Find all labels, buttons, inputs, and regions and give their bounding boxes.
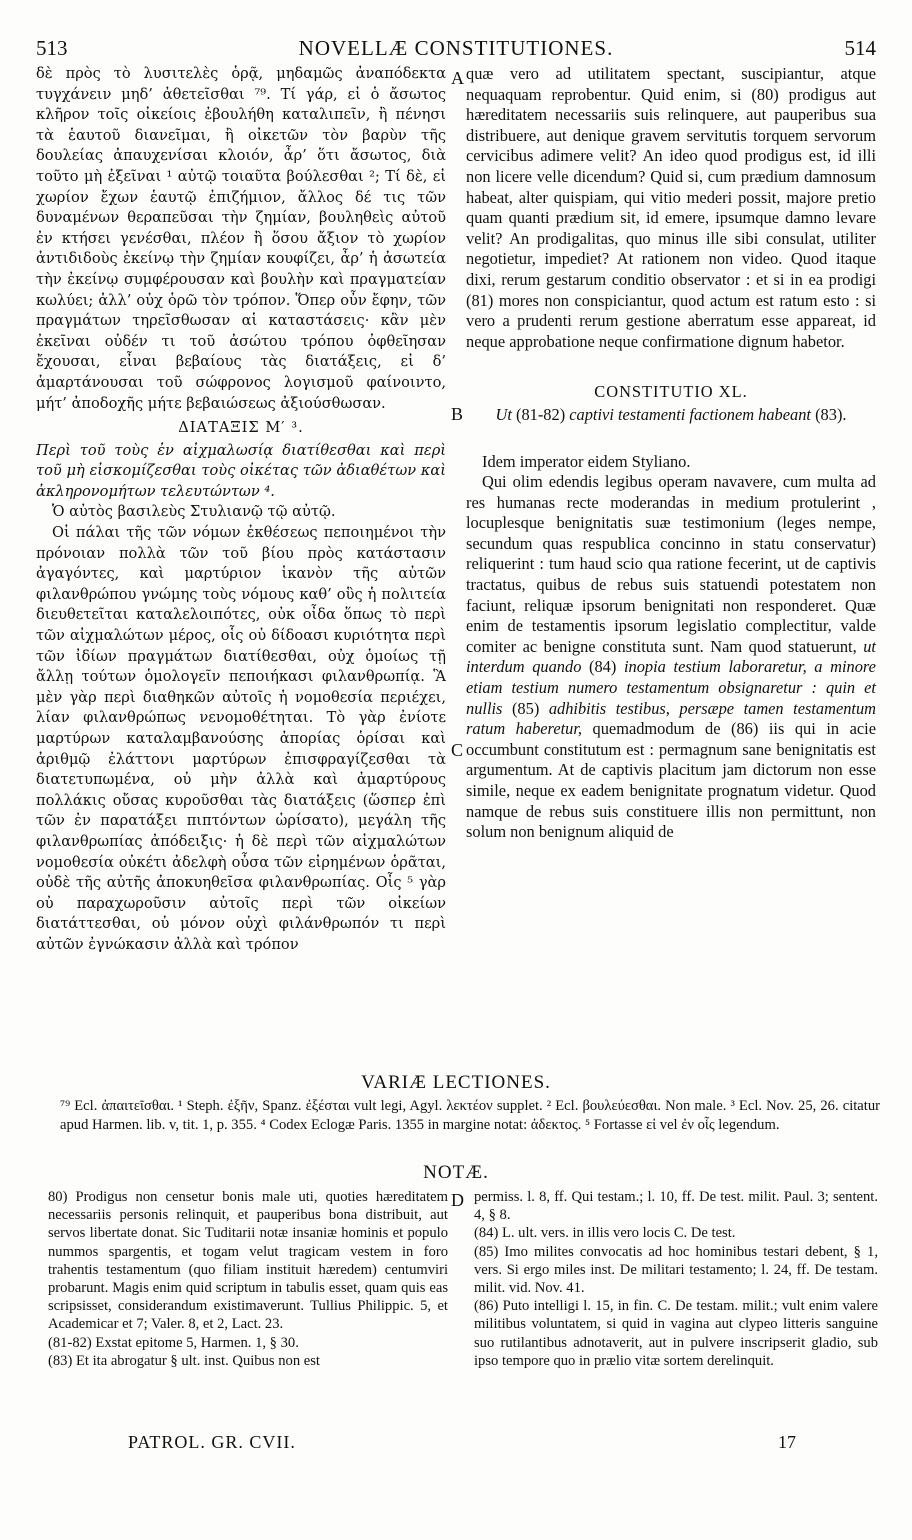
latin-column bbox=[466, 64, 876, 843]
latin-paragraph bbox=[466, 472, 876, 843]
note-entry: (86) Puto intelligi l. 15, in fin. C. De testam. milit.; vult enim valere militibus voluntatem, si quid in vagina aut clypeo litteris sanguine suo rutilantibus adnotaverit, aut in pulvere inscripserit gladio, sub ipso tempore quo in prælio vitæ sortem derelinquit. bbox=[474, 1298, 878, 1369]
latin-text: Qui olim edendis legibus operam navavere, cum multa ad res humanas recte moderandas in medium protulerint , locuplesque benignitatis suæ testimonium (leges nempe, secundum quas respublica concinno in statu conservatur) reliquerint : tum haud scio qua ratione fecerint, ut de captivis tractatus, quibus de rebus suis statuendi potestatem non faciunt, reliquæ ipsorum benignitati non responderet. Quæ enim de testamentis ipsorum legislatio complectitur, valde comiter ac benigne constituta sunt. Nam quod statuerunt, bbox=[466, 472, 876, 656]
subtitle-text: captivi testamenti factionem habeant bbox=[569, 404, 811, 424]
notes-right-column bbox=[474, 1188, 878, 1370]
latin-italic: adhibitis testibus, persæpe tamen testamentum ratum haberetur, bbox=[466, 698, 876, 739]
margin-letter-a: A bbox=[451, 68, 464, 88]
note-entry: (84) L. ult. vers. in illis vero locis C. De test. bbox=[474, 1225, 736, 1242]
latin-italic: inopia testium laboraretur, a minore etiam testium numero testamentum obsignaretur : quin et nullis bbox=[466, 657, 876, 718]
greek-paragraph: Οἱ πάλαι τῆς τῶν νόμων ἐκθέσεως πεποιημένοι τὴν πρόνοιαν πολλὰ τῶν τοῦ βίου πρὸς κατάστασιν ἀγαγόντες, καὶ μαρτύριον ἱκανὸν τῆς αὐτῶν φιλανθρώπου γνώμης τοὺς νόμους καθ’ οὓς ἡ πολιτεία διευθετεῖται καταλελοιπότες, οὐκ οἶδα ὅπως τὸ περὶ τῶν αἰχμαλώτων μέρος, οἷς οὐ δίδοασι κυριότητα περὶ τῶν ἰδίων πραγμάτων διατίθεσθαι, οὐχ ὁμοίως τῇ ἄλλῃ τούτων ὁμολογεῖν πεποιήκασι φιλανθρωπίᾳ. Ἃ μὲν γὰρ περὶ διαθηκῶν αὐτοῖς ἡ νομοθεσία περιέχει, λίαν φιλανθρώπως νενομοθέτηται. Τὸ γὰρ ἐνίοτε μαρτύρων καταλαμβανούσης ἀπορίας ὁρίσαι καὶ ἀριθμῷ ἐλάττονι μαρτύρων ἐπισφραγίζεσθαι τὰ διατετυπωμένα, οὐ μὴν ἀλλὰ καὶ ἀμαρτύρους πολλάκις οὔσας κυροῦσθαι τὰς διατάξεις (ὥσπερ ἐπὶ τῶν ἐν παρατάξει πιπτόντων ὡρίσατο), μεγάλη τῆς φιλανθρωπίας ἀπόδειξις· ἡ δὲ περὶ τῶν αἰχμαλώτων νομοθεσία οὐκέτι ἀδελφὴ οὖσα τῶν εἰρημένων ὁρᾶται, οὐδὲ τῆς αὐτῆς ἀποκυηθεῖσα φιλανθρωπίας. Οἷς ⁵ γὰρ οὐ παραχωροῦσιν αὐτοῖς περὶ τῶν οἰκείων διατάττεσθαι, οὐ μόνον οὐχὶ φιλάνθρωπόν τι περὶ αὐτῶν ἐγνώκασιν ἀλλὰ καὶ τρόπον bbox=[36, 524, 446, 953]
notae-title: NOTÆ. bbox=[423, 1162, 489, 1183]
margin-letter-c: C bbox=[451, 740, 464, 760]
subtitle-end-ref: (83). bbox=[815, 404, 847, 424]
subtitle-ut: Ut bbox=[495, 404, 512, 424]
variae-lectiones-text: ⁷⁹ Ecl. ἀπαιτεῖσθαι. ¹ Steph. ἐξῆν, Spanz. ἐξέσται vult legi, Agyl. λεκτέον supplet. ² Ecl. βουλεύεσθαι. Non male. ³ Ecl. Nov. 25, 26. citatur apud Harmen. lib. v, tit. 1, p. 355. ⁴ Codex Eclogæ Paris. 1355 in margine notat: ἀδεκτος. ⁵ Fortasse εἰ vel ἐν οἷς legendum. bbox=[60, 1098, 880, 1133]
note-ref: (84) bbox=[589, 657, 617, 677]
margin-letter-b: B bbox=[451, 404, 464, 424]
latin-constitution-title: CONSTITUTIO XL. bbox=[594, 382, 748, 402]
latin-paragraph: quæ vero ad utilitatem spectant, suscipiantur, atque nequaquam reprobentur. Quid enim, si (80) prodigus aut hæreditatem necessariis suis relinquere, aut pauperibus sua distribuere, aut denique gravem servitutis torquem servorum cervicibus adimere velit? An ideo quod prodigus est, id illi non licere velle dicendum? Quid si, cum prædium damnosum habeat, alter quispiam, qui vitio mederi possit, majore pretio quam quanti prædium sit, id emere, ipsumque damno levare velit? An prodigalitas, quo minus ille sibi consulat, utiliter negotietur, impediet? At rationem non video. Quod itaque dixi, rerum gestarum conditio observator : et si in ea prodigi (81) mores non conspiciantur, quod actum est ratum esto : si vero a prudenti rerum gestione aberratum esse appareat, id neque approbatione neque confirmatione dignum habetor. bbox=[466, 64, 876, 351]
note-entry: (85) Imo milites convocatis ad hoc hominibus testari debent, § 1, vers. Si ergo miles inst. De militari testamento; l. 24, ff. De testam. milit. vid. Nov. 41. bbox=[474, 1243, 878, 1297]
greek-addressee: Ὁ αὐτὸς βασιλεὺς Στυλιανῷ τῷ αὐτῷ. bbox=[52, 503, 336, 521]
footer-series: PATROL. GR. CVII. bbox=[128, 1432, 296, 1452]
note-entry: permiss. l. 8, ff. Qui testam.; l. 10, ff. De test. milit. Paul. 3; sentent. 4, § 8. bbox=[474, 1189, 878, 1224]
note-entry: (83) Et ita abrogatur § ult. inst. Quibus non est bbox=[48, 1352, 320, 1369]
note-ref: (85) bbox=[511, 698, 540, 718]
greek-column bbox=[36, 64, 446, 956]
note-entry: 80) Prodigus non censetur bonis male uti, quoties hæreditatem necessariis personis relinquit, et pauperibus bona distribuit, aut servos libertate donat. Sic Tuditarii notæ insaniæ hominis et populo nummos spargentis, et togam velut tragicam vestem in foro trahentis testamentum (quo filiam instituit hæredem) centumviri probarunt. Magis enim quid scriptum in tabulis esset, quam quis eas scripsisset, considerandum existimaverunt. Tullius Philippic. 5, et Academicar et 7; Valer. 8, et 2, Lact. 23. bbox=[48, 1189, 448, 1333]
greek-paragraph: δὲ πρὸς τὸ λυσιτελὲς ὁρᾷ, μηδαμῶς ἀναπόδεκτα τυγχάνειν μηδ’ ἀθετεῖσθαι ⁷⁹. Τί γάρ, εἰ ὁ ἄσωτος κλῆρον τοῖς οἰκείοις ἐβουλήθη καταλιπεῖν, ἢ πένησι τὰ ἑαυτοῦ διανεῖμαι, ἢ οἰκετῶν τὸν βαρὺν τῆς δουλείας ἀπαυχενίσαι κλοιόν, ἆρ’ ὅτι ἄσωτος, διὰ τοῦτο μὴ ἐξεῖναι ¹ αὐτῷ τοιαῦτα βούλεσθαι ²; Τί δὲ, εἰ χωρίον ἔχων ἑαυτῷ ἐπιζήμιον, ἄλλος δέ τις τῶν δυναμένων θεραπεῦσαι τὴν ζημίαν, βουληθεὶς αὐτοῦ ἐν κτήσει γενέσθαι, πλέον ἢ ὅσου ἄξιον τὸ χωρίον ἀντιδιδοὺς ἐκείνῳ τὴν ζημίαν κουφίζει, ἆρ’ ἡ ἀσωτεία τὴν ἐκείνῳ συμφέρουσαν καὶ βουλὴν καὶ πραγματείαν κωλύει; ἀλλ’ οὐχ ὁρῶ τὸν τρόπον. Ὅπερ οὖν ἔφην, τῶν πραγμάτων τηρεῖσθωσαν αἱ καταστάσεις· κἂν μὲν ἐκεῖναι οὐδέν τι τοῦ ἀσώτου τρόπου ὀφθεῖησαν ἔχουσαι, εἶναι βεβαίους τὰς διατάξεις, εἰ δ’ ἁμαρτάνουσαι τοῦ σώφρονος λογισμοῦ φαίνοιντο, μήτ’ ἀποδοχῆς μήτε βεβαιώσεως ἀξιούσθωσαν. bbox=[36, 65, 446, 412]
latin-addressee: Idem imperator eidem Styliano. bbox=[482, 451, 691, 471]
footer-signature: 17 bbox=[778, 1432, 796, 1452]
greek-constitution-title: ΔΙΑΤΑΞΙΣ Μ′ ³. bbox=[178, 419, 304, 437]
spacer bbox=[466, 426, 876, 452]
running-title: NOVELLÆ CONSTITUTIONES. bbox=[298, 36, 614, 60]
page-footer bbox=[36, 1432, 876, 1456]
latin-text: quemadmodum de (86) iis qui in acie occumbunt constitutum est : permagnum sane benignitatis est argumentum. At de captivis placitum jam dictorum non esse simile, neque ex eadem benignitate prognatum videtur. Quod namque de rebus suis constituere illis non permittunt, non solum non benignum aliquid de bbox=[466, 719, 876, 842]
latin-constitution-subtitle bbox=[466, 405, 876, 426]
right-page-number: 514 bbox=[844, 36, 876, 60]
left-page-number: 513 bbox=[36, 36, 68, 60]
running-header bbox=[36, 36, 876, 66]
latin-italic: ut interdum quando bbox=[466, 636, 876, 677]
variae-lectiones-title: VARIÆ LECTIONES. bbox=[361, 1072, 551, 1093]
margin-letter-d: D bbox=[451, 1190, 464, 1210]
notes-left-column bbox=[48, 1188, 448, 1370]
note-entry: (81-82) Exstat epitome 5, Harmen. 1, § 30. bbox=[48, 1334, 299, 1351]
subtitle-note-ref: (81-82) bbox=[516, 404, 566, 424]
greek-constitution-subtitle: Περὶ τοῦ τοὺς ἐν αἰχμαλωσίᾳ διατίθεσθαι καὶ περὶ τοῦ μὴ εἰσκομίζεσθαι τοὺς οἰκέτας τῶν ἀδιαθέτων καὶ ἀκληρονομήτων τελευτώντων ⁴. bbox=[36, 441, 446, 500]
spacer bbox=[466, 352, 876, 378]
